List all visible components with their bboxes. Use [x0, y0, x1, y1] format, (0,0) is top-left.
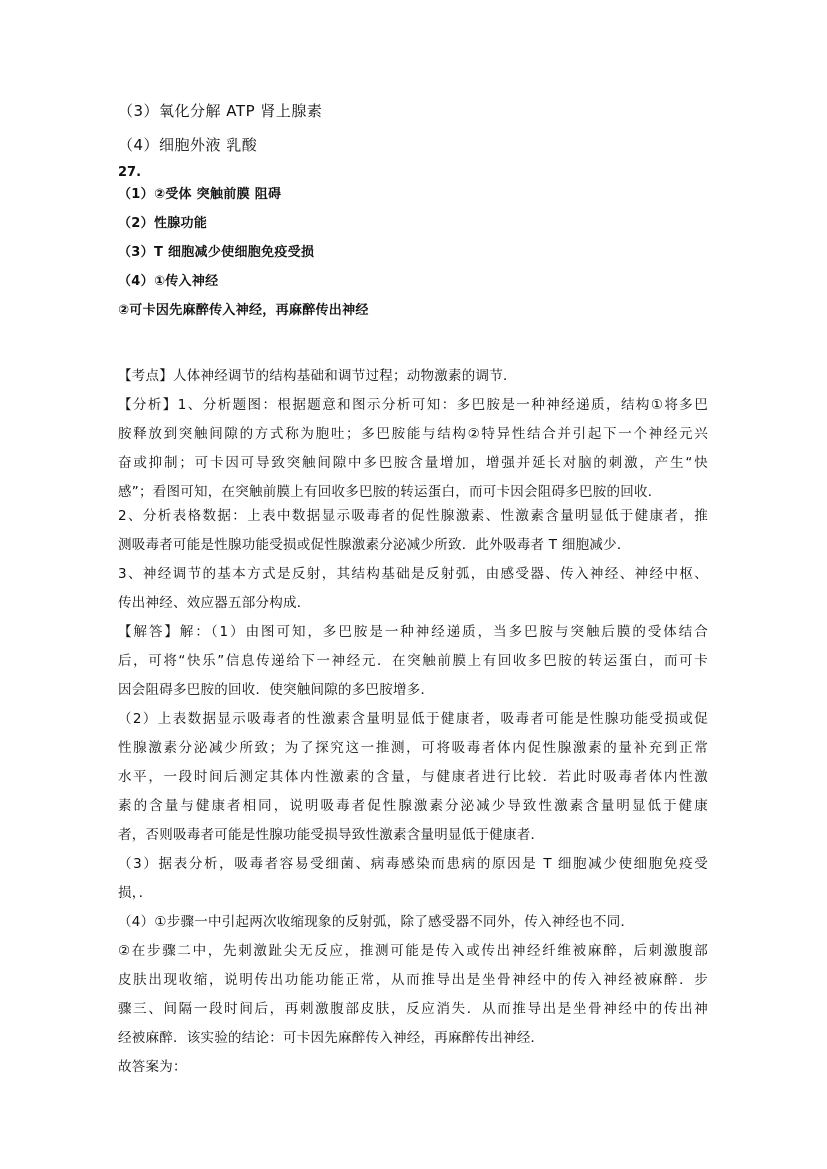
analysis-line: 感”；看图可知，在突触前膜上有回收多巴胺的转运蛋白，而可卡因会阻碍多巴胺的回收．	[118, 484, 662, 500]
solution-line: 皮肤出现收缩，说明传出功能功能正常，从而推导出是坐骨神经中的传入神经被麻醉．步	[118, 972, 708, 988]
prev-answer-3: （3）氧化分解 ATP 肾上腺素	[118, 102, 323, 120]
answer-line-1: （1）②受体 突触前膜 阻碍	[118, 187, 282, 202]
analysis-line: 2、分析表格数据：上表中数据显示吸毒者的促性腺激素、性激素含量明显低于健康者，推	[118, 508, 708, 524]
analysis-line: 奋或抑制；可卡因可导致突触间隙中多巴胺含量增加，增强并延长对脑的刺激，产生“快	[118, 455, 708, 471]
analysis-line: 【分析】1、分析题图：根据题意和图示分析可知：多巴胺是一种神经递质，结构①将多巴	[118, 397, 708, 413]
solution-line: 后，可将“快乐”信息传递给下一神经元．在突触前膜上有回收多巴胺的转运蛋白，而可卡	[118, 653, 708, 669]
analysis-line: 传出神经、效应器五部分构成．	[118, 595, 311, 611]
solution-line: （3）据表分析，吸毒者容易受细菌、病毒感染而患病的原因是 T 细胞减少使细胞免疫受	[118, 856, 708, 872]
solution-line: 骤三、间隔一段时间后，再刺激腹部皮肤，反应消失．从而推导出是坐骨神经中的传出神	[118, 1001, 708, 1017]
final-answer-label: 故答案为：	[118, 1059, 187, 1075]
solution-line: 素的含量与健康者相同，说明吸毒者促性腺激素分泌减少导致性激素含量明显低于健康	[118, 798, 708, 814]
answer-line-3: （3）T 细胞减少使细胞免疫受损	[118, 245, 315, 260]
solution-line: 损，．	[118, 885, 153, 901]
solution-line: （4）①步骤一中引起两次收缩现象的反射弧，除了感受器不同外，传入神经也不同．	[118, 914, 635, 930]
solution-line: ②在步骤二中，先刺激趾尖无反应，推测可能是传入或传出神经纤维被麻醉，后刺激腹部	[118, 943, 708, 959]
analysis-line: 【考点】人体神经调节的结构基础和调节过程；动物激素的调节．	[118, 368, 517, 384]
solution-line: 【解答】解：（1）由图可知，多巴胺是一种神经递质，当多巴胺与突触后膜的受体结合	[118, 624, 708, 640]
prev-answer-4: （4）细胞外液 乳酸	[118, 136, 258, 154]
answer-line-2: （2）性腺功能	[118, 216, 208, 231]
analysis-line: 胺释放到突触间隙的方式称为胞吐；多巴胺能与结构②特异性结合并引起下一个神经元兴	[118, 426, 708, 442]
solution-line: 经被麻醉．该实验的结论：可卡因先麻醉传入神经，再麻醉传出神经．	[118, 1030, 545, 1046]
solution-line: （2）上表数据显示吸毒者的性激素含量明显低于健康者，吸毒者可能是性腺功能受损或促	[118, 711, 708, 727]
solution-line: 因会阻碍多巴胺的回收．使突触间隙的多巴胺增多．	[118, 682, 435, 698]
analysis-line: 3、神经调节的基本方式是反射，其结构基础是反射弧，由感受器、传入神经、神经中枢、	[118, 566, 708, 582]
answer-line-5: ②可卡因先麻醉传入神经，再麻醉传出神经	[118, 303, 369, 318]
question-number: 27.	[118, 165, 142, 180]
solution-line: 水平，一段时间后测定其体内性激素的含量，与健康者进行比较．若此时吸毒者体内性激	[118, 769, 708, 785]
analysis-line: 测吸毒者可能是性腺功能受损或促性腺激素分泌减少所致．此外吸毒者 T 细胞减少．	[118, 537, 631, 553]
solution-line: 性腺激素分泌减少所致；为了探究这一推测，可将吸毒者体内促性腺激素的量补充到正常	[118, 740, 708, 756]
answer-line-4: （4）①传入神经	[118, 274, 219, 289]
solution-line: 者，否则吸毒者可能是性腺功能受损导致性激素含量明显低于健康者．	[118, 827, 545, 843]
